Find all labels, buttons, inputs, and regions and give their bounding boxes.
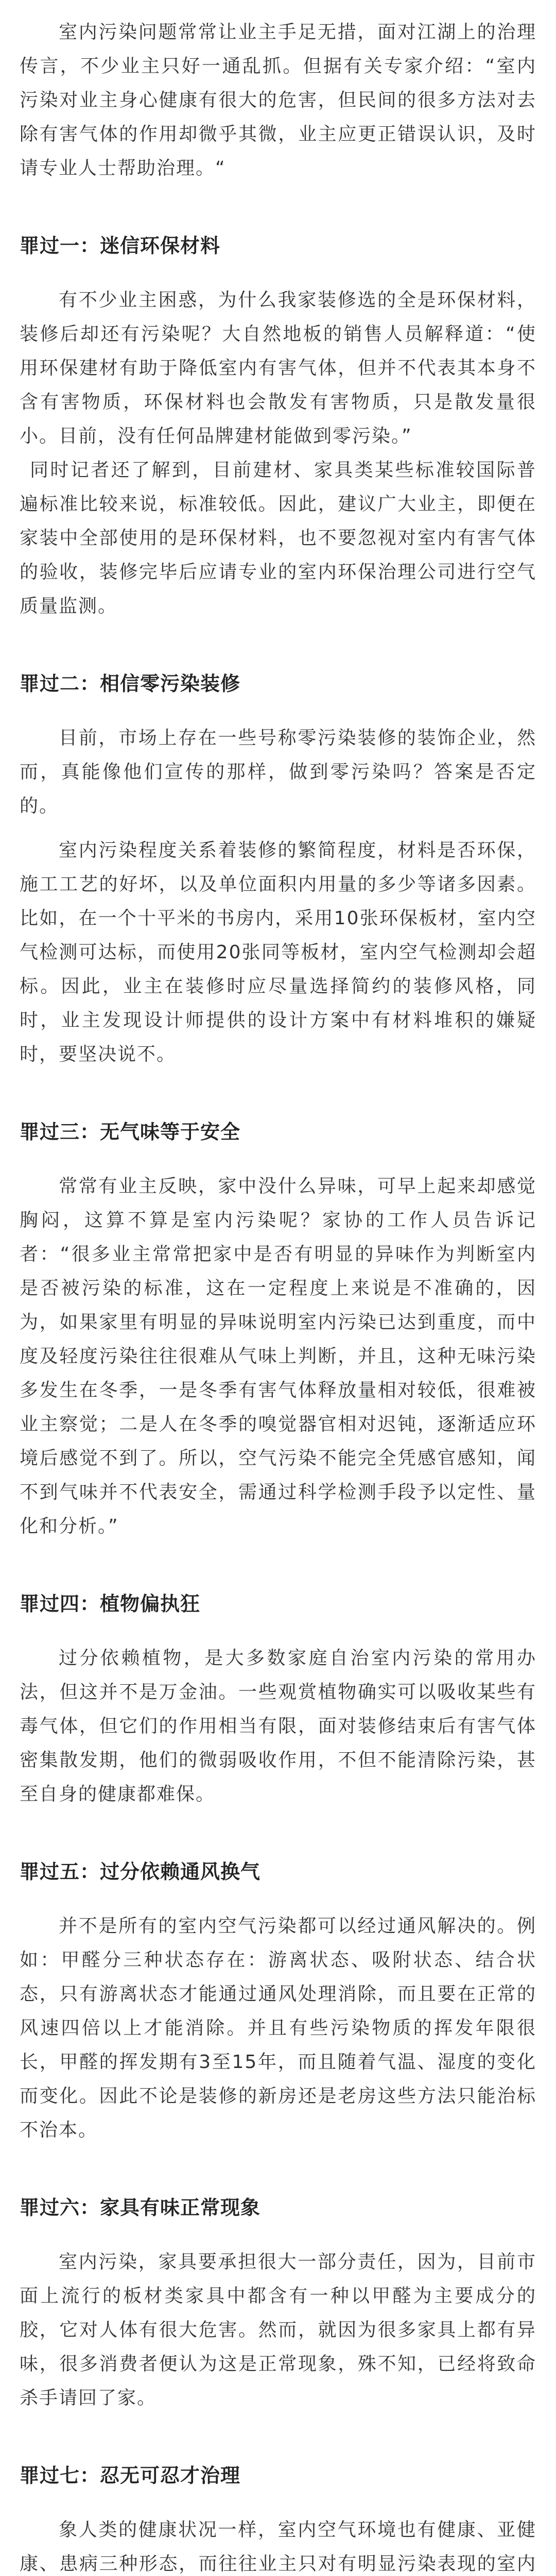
spacer <box>20 2415 536 2459</box>
spacer <box>20 1072 536 1115</box>
section-heading-5: 罪过五：过分依赖通风换气 <box>20 1860 261 1883</box>
spacer <box>20 185 536 229</box>
spacer <box>20 1149 536 1170</box>
section-heading-7: 罪过七：忍无可忍才治理 <box>20 2464 241 2487</box>
section-5-paragraph-1: 并不是所有的室内空气污染都可以经过通风解决的。例如：甲醛分三种状态存在：游离状态、吸附状态、结合状态，只有游离状态才能通过通风处理消除，而且要在正常的风速四倍以上才能消除。并且有些污染物质的挥发年限很长，甲醛的挥发期有3至15年，而且随着气温、湿度的变化而变化。因此不论是装修的新房还是老房这些方法只能治标不治本。 <box>20 1916 536 2141</box>
spacer <box>20 701 536 721</box>
spacer <box>20 1544 536 1587</box>
section-7-paragraph-1: 象人类的健康状况一样，室内空气环境也有健康、亚健康、患病三种形态，而往往业主只对有明显污染表现的室内 <box>20 2519 536 2574</box>
spacer <box>20 2147 536 2191</box>
intro-paragraph: 室内污染问题常常让业主手足无措，面对江湖上的治理传言，不少业主只好一通乱抓。但据有关专家介绍：“室内污染对业主身心健康有很大的危害，但民间的很多方法对去除有害气体的作用却微乎其微，业主应更正错误认识，及时请专业人士帮助治理。“ <box>20 22 536 179</box>
section-1-paragraph-2: 同时记者还了解到，目前建材、家具类某些标准较国际普遍标准比较来说，标准较低。因此，建议广大业主，即便在家装中全部使用的是环保材料，也不要忽视对室内有害气体的验收，装修完毕后应请专业的室内环保治理公司进行空气质量监测。 <box>20 460 536 617</box>
section-heading-2: 罪过二：相信零污染装修 <box>20 672 241 695</box>
section-4-paragraph-1: 过分依赖植物，是大多数家庭自治室内污染的常用办法，但这并不是万金油。一些观赏植物确实可以吸收某些有毒气体，但它们的作用相当有限，面对装修结束后有害气体密集散发期，他们的微弱吸收作用，不但不能清除污染，甚至自身的健康都难保。 <box>20 1648 536 1805</box>
spacer <box>20 1889 536 1909</box>
section-3-paragraph-1: 常常有业主反映，家中没什么异味，可早上起来却感觉胸闷，这算不算是室内污染呢？家协的工作人员告诉记者：“很多业主常常把家中是否有明显的异味作为判断室内是否被污染的标准，这在一定程度上来说是不准确的，因为，如果家里有明显的异味说明室内污染已达到重度，而中度及轻度污染往往很难从气味上判断，并且，这种无味污染多发生在冬季，一是冬季有害气体释放量相对较低，很难被业主察觉；二是人在冬季的嗅觉器官相对迟钝，逐渐适应环境后感觉不到了。所以，空气污染不能完全凭感官感知，闻不到气味并不代表安全，需通过科学检测手段予以定性、量化和分析。” <box>20 1176 536 1537</box>
section-heading-3: 罪过三：无气味等于安全 <box>20 1121 241 1143</box>
spacer <box>20 2225 536 2245</box>
spacer <box>20 1811 536 1855</box>
section-heading-1: 罪过一：迷信环保材料 <box>20 234 221 257</box>
section-heading-6: 罪过六：家具有味正常现象 <box>20 2196 261 2219</box>
section-6-paragraph-1: 室内污染，家具要承担很大一部分责任，因为，目前市面上流行的板材类家具中都含有一种以甲醛为主要成分的胶，它对人体有很大危害。然而，就因为很多家具上都有异味，很多消费者便认为这是正常现象，殊不知，已经将致命杀手请回了家。 <box>20 2251 536 2409</box>
spacer <box>20 263 536 283</box>
spacer <box>20 1621 536 1641</box>
section-heading-4: 罪过四：植物偏执狂 <box>20 1592 201 1615</box>
spacer <box>20 823 536 834</box>
spacer <box>20 2493 536 2513</box>
section-2-paragraph-1: 目前，市场上存在一些号称零污染装修的装饰企业，然而，真能像他们宣传的那样，做到零污染吗？答案是否定的。 <box>20 727 536 817</box>
spacer <box>20 623 536 667</box>
section-2-paragraph-2: 室内污染程度关系着装修的繁简程度，材料是否环保，施工工艺的好坏，以及单位面积内用量的多少等诸多因素。比如，在一个十平米的书房内，采用10张环保板材，室内空气检测可达标，而使用20张同等板材，室内空气检测却会超标。因此，业主在装修时应尽量选择简约的装修风格，同时，业主发现设计师提供的设计方案中有材料堆积的嫌疑时，要坚决说不。 <box>20 840 536 1065</box>
section-1-paragraph-1: 有不少业主困惑，为什么我家装修选的全是环保材料，装修后却还有污染呢？大自然地板的销售人员解释道：“使用环保建材有助于降低室内有害气体，但并不代表其本身不含有害物质，环保材料也会散发有害物质，只是散发量很小。目前，没有任何品牌建材能做到零污染。” <box>20 290 536 447</box>
